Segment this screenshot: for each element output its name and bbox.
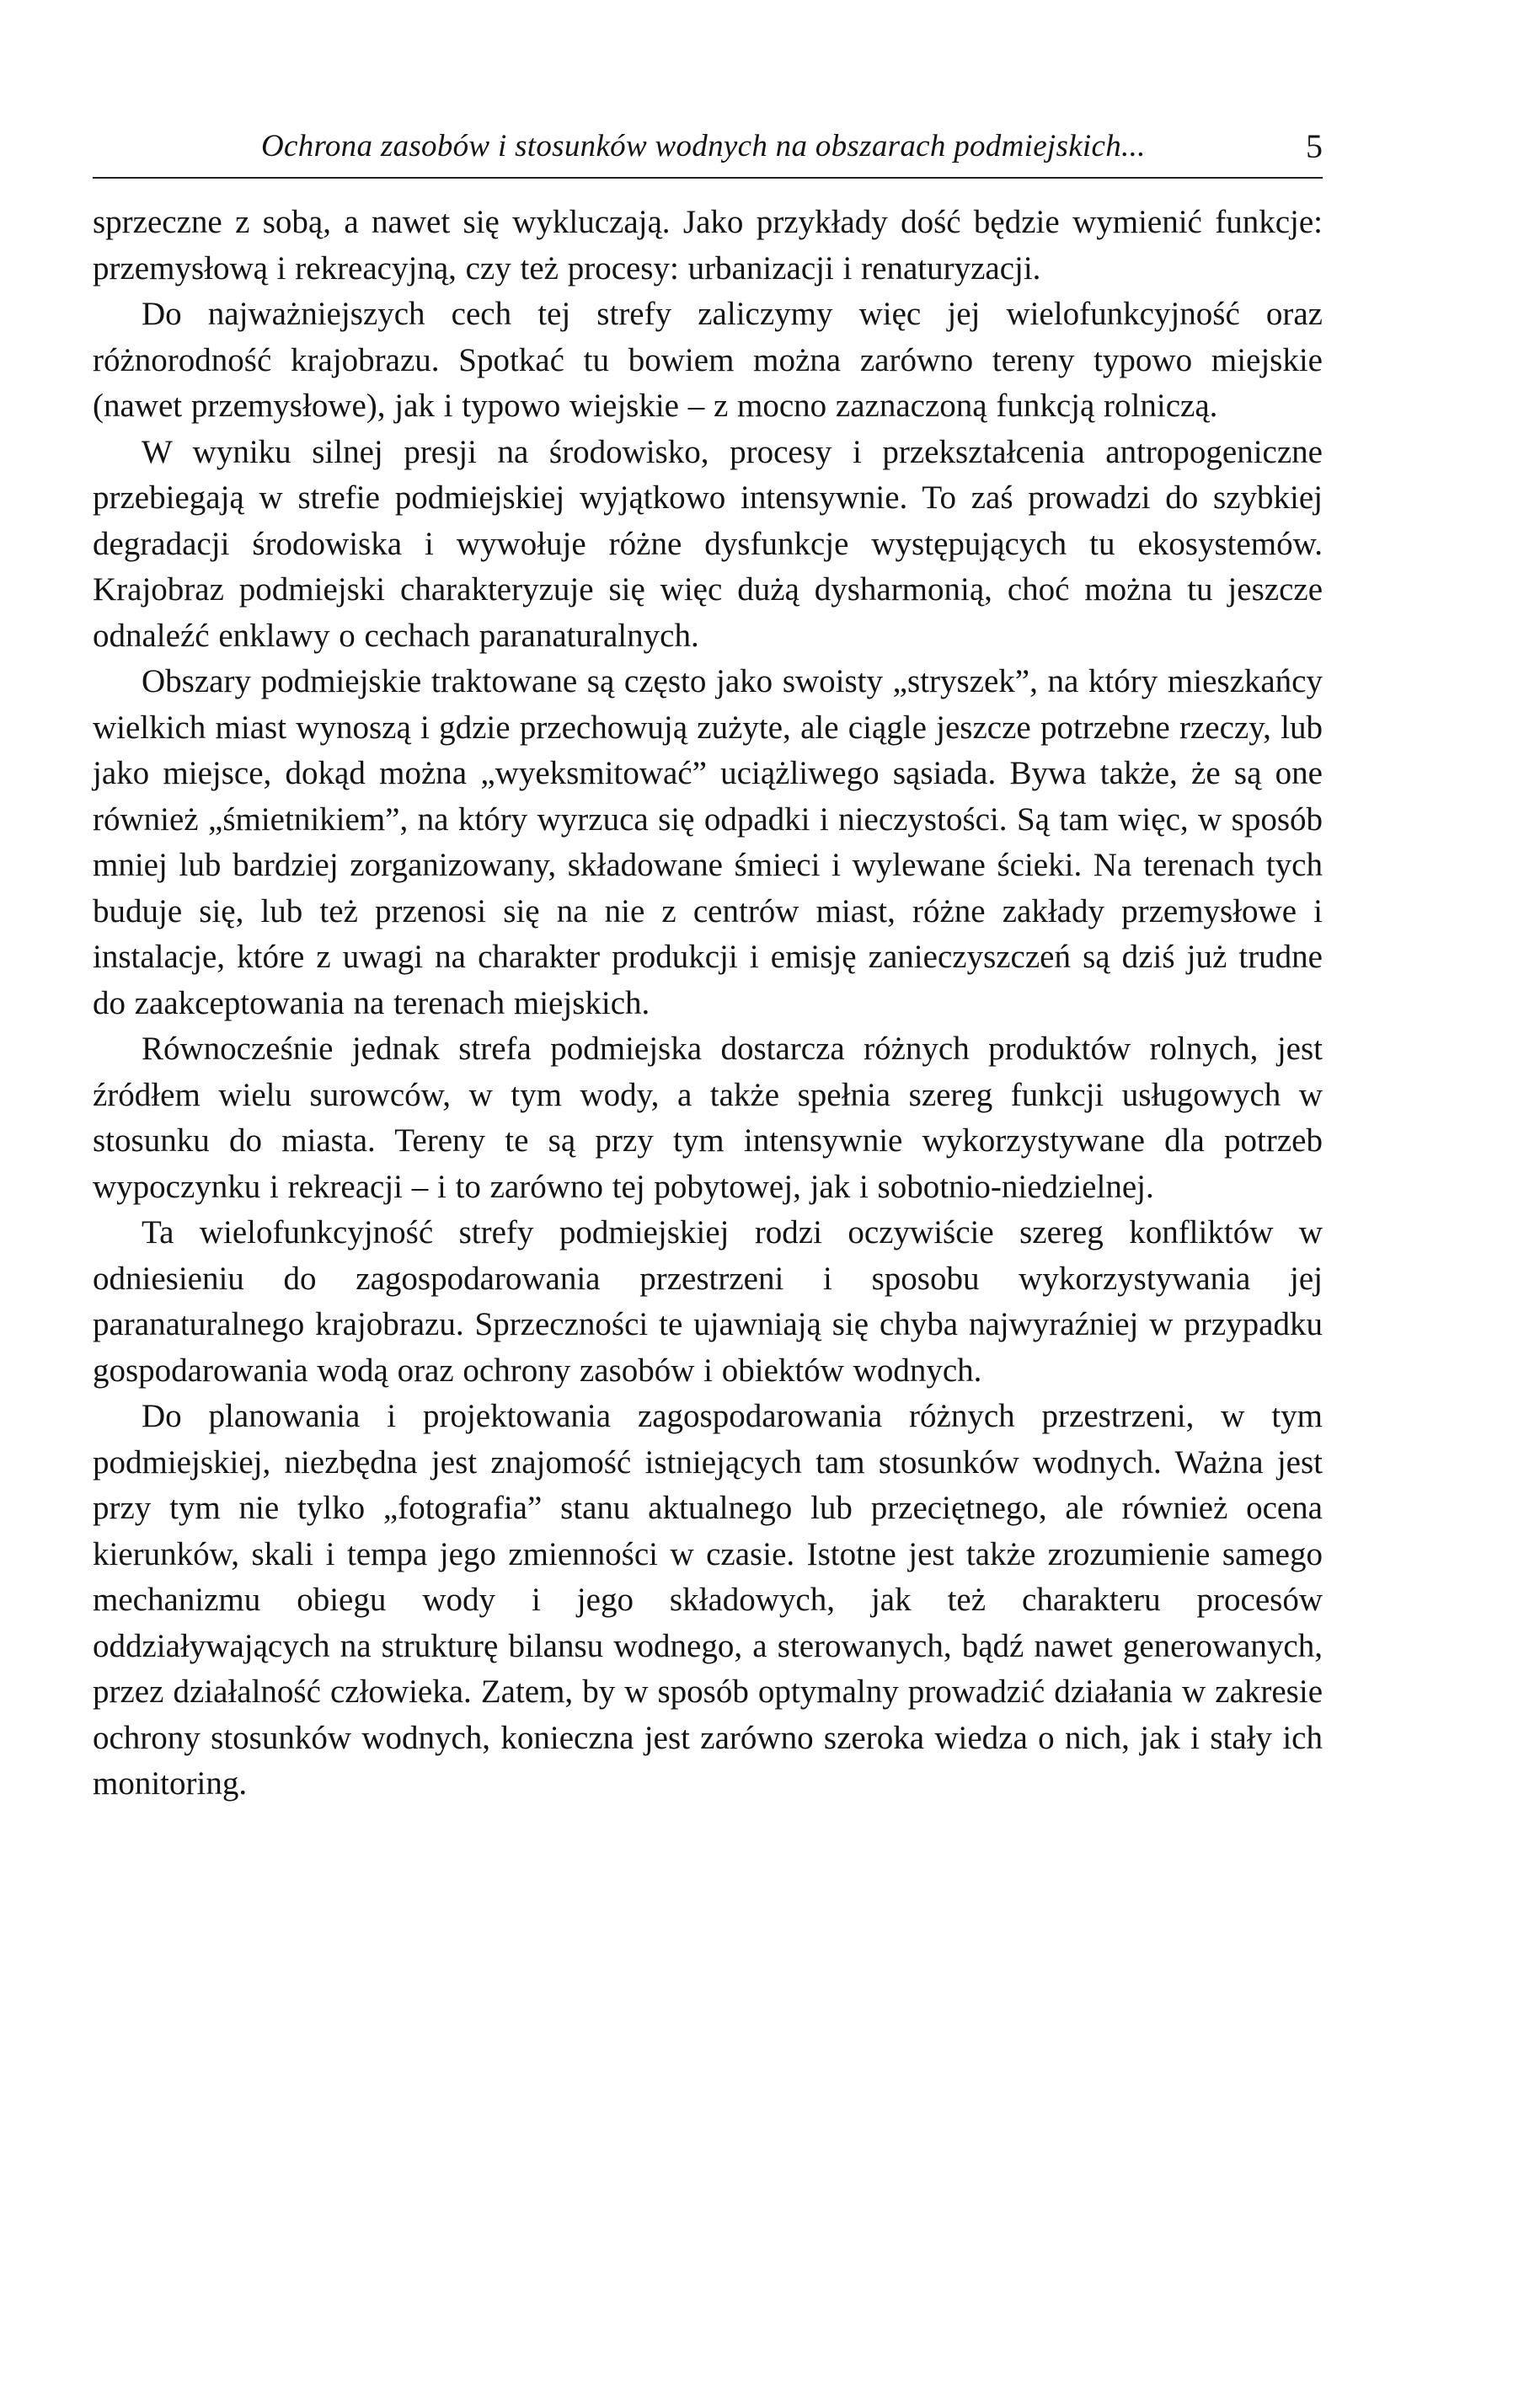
header-title: Ochrona zasobów i stosunków wodnych na obszarach podmiejskich... xyxy=(261,129,1146,163)
paragraph: Ta wielofunkcyjność strefy podmiejskiej rodzi oczywiście szereg konfliktów w odniesieniu do zagospodarowania przestrzeni i sposobu wykorzystywania jej paranaturalnego krajobrazu. Sprzeczności te ujawniają się chyba najwyraźniej w przypadku gospodarowania wodą oraz ochrony zasobów i obiektów wodnych. xyxy=(93,1214,1323,1389)
paragraph: Obszary podmiejskie traktowane są często jako swoisty „stryszek”, na który mieszkańcy wielkich miast wynoszą i gdzie przechowują zużyte, ale ciągle jeszcze potrzebne rzeczy, lub jako miejsce, dokąd można „wyeksmitować” uciążliwego sąsiada. Bywa także, że są one również „śmietnikiem”, na który wyrzuca się odpadki i nieczystości. Są tam więc, w sposób mniej lub bardziej zorganizowany, składowane śmieci i wylewane ścieki. Na terenach tych buduje się, lub też przenosi się na nie z centrów miast, różne zakłady przemysłowe i instalacje, które z uwagi na charakter produkcji i emisję zanieczyszczeń są dziś już trudne do zaakceptowania na terenach miejskich. xyxy=(93,663,1323,1021)
body-text xyxy=(93,200,1323,1807)
paragraph: Do planowania i projektowania zagospodarowania różnych przestrzeni, w tym podmiejskiej, niezbędna jest znajomość istniejących tam stosunków wodnych. Ważna jest przy tym nie tylko „fotografia” stanu aktualnego lub przeciętnego, ale również ocena kierunków, skali i tempa jego zmienności w czasie. Istotne jest także zrozumienie samego mechanizmu obiegu wody i jego składowych, jak też charakteru procesów oddziaływających na strukturę bilansu wodnego, a sterowanych, bądź nawet generowanych, przez działalność człowieka. Zatem, by w sposób optymalny prowadzić działania w zakresie ochrony stosunków wodnych, konieczna jest zarówno szeroka wiedza o nich, jak i stały ich monitoring. xyxy=(93,1398,1323,1802)
paragraph: Równocześnie jednak strefa podmiejska dostarcza różnych produktów rolnych, jest źródłem wielu surowców, w tym wody, a także spełnia szereg funkcji usługowych w stosunku do miasta. Tereny te są przy tym intensywnie wykorzystywane dla potrzeb wypoczynku i rekreacji – i to zarówno tej pobytowej, jak i sobotnio-niedzielnej. xyxy=(93,1031,1323,1205)
paragraph: W wyniku silnej presji na środowisko, procesy i przekształcenia antropogeniczne przebiegają w strefie podmiejskiej wyjątkowo intensywnie. To zaś prowadzi do szybkiej degradacji środowiska i wywołuje różne dysfunkcje występujących tu ekosystemów. Krajobraz podmiejski charakteryzuje się więc dużą dysharmonią, choć można tu jeszcze odnaleźć enklawy o cechach paranaturalnych. xyxy=(93,433,1323,654)
running-header xyxy=(93,126,1323,179)
paragraph: Do najważniejszych cech tej strefy zaliczymy więc jej wielofunkcyjność oraz różnorodność krajobrazu. Spotkać tu bowiem można zarówno tereny typowo miejskie (nawet przemysłowe), jak i typowo wiejskie – z mocno zaznaczoną funkcją rolniczą. xyxy=(93,296,1323,424)
page-number: 5 xyxy=(1306,127,1323,165)
paragraph-continued: sprzeczne z sobą, a nawet się wykluczają. Jako przykłady dość będzie wymienić funkcje: przemysłową i rekreacyjną, czy też procesy: urbanizacji i renaturyzacji. xyxy=(93,204,1323,286)
